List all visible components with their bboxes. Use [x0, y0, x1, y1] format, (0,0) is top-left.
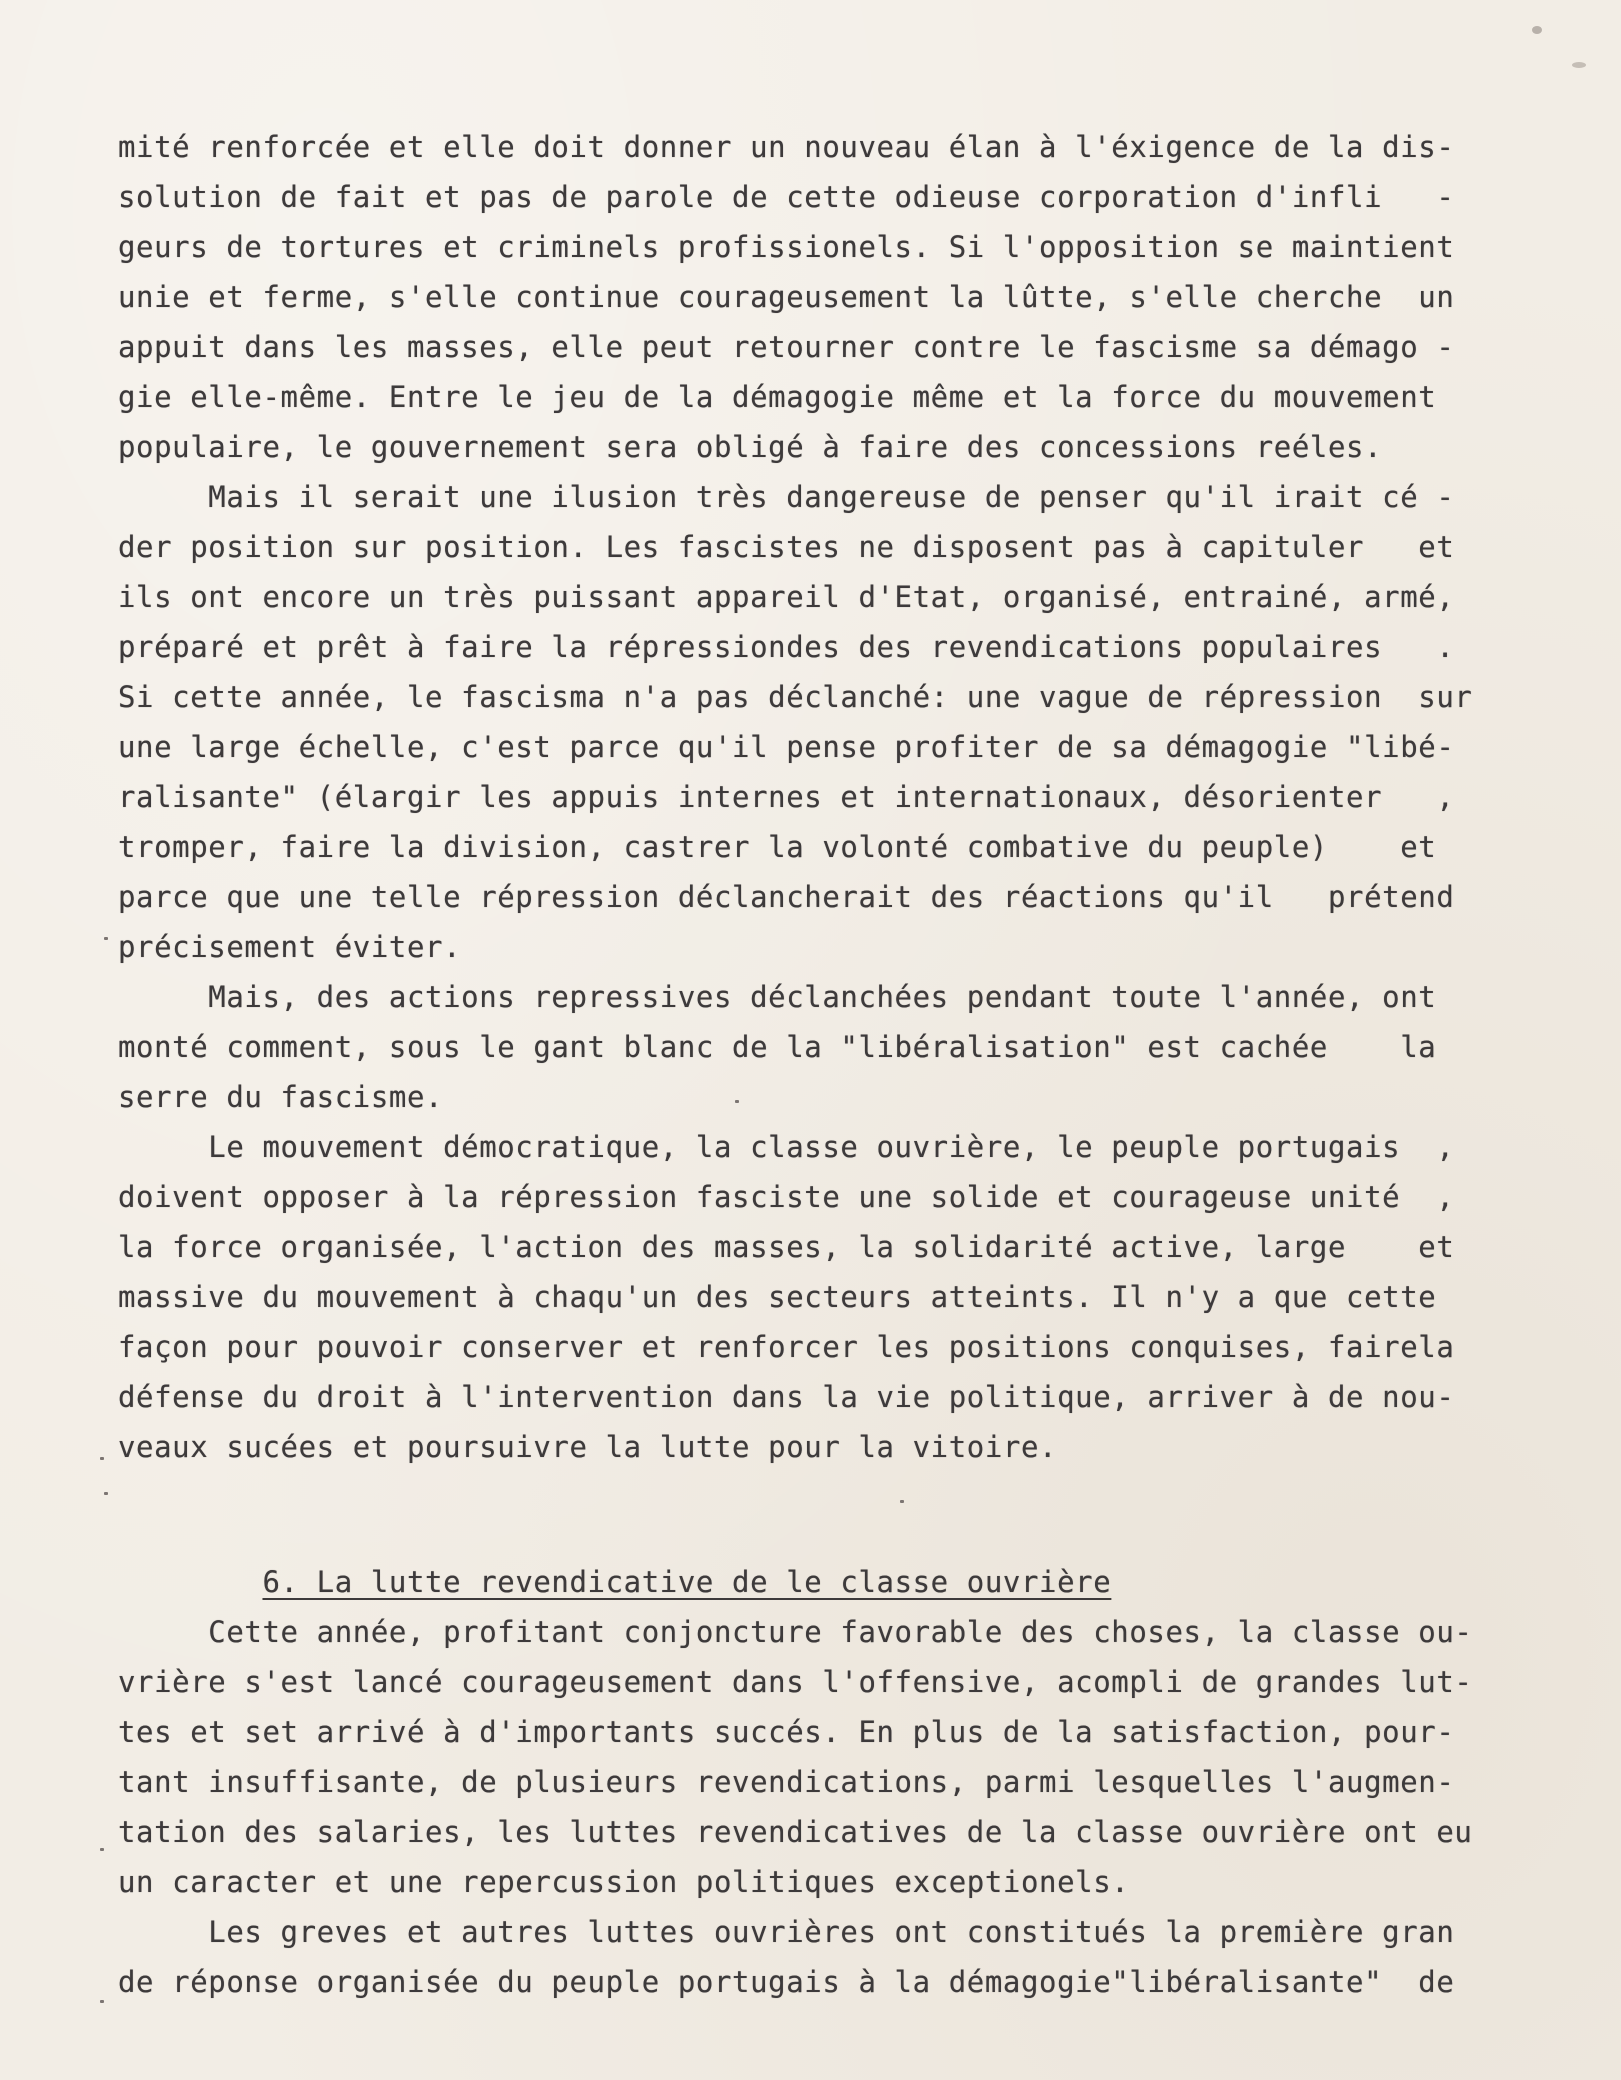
text-line: Le mouvement démocratique, la classe ouvrière, le peuple portugais ,: [118, 1130, 1455, 1164]
text-line: monté comment, sous le gant blanc de la "libéralisation" est cachée la: [118, 1030, 1437, 1064]
section-spacer: [118, 1472, 1508, 1532]
section-spacer: [118, 1532, 1508, 1557]
margin-mark: [104, 937, 108, 940]
text-line: façon pour pouvoir conserver et renforcer les positions conquises, fairela: [118, 1330, 1455, 1364]
text-line: tant insuffisante, de plusieurs revendications, parmi lesquelles l'augmen-: [118, 1765, 1455, 1799]
text-line: geurs de tortures et criminels profissionels. Si l'opposition se maintient: [118, 230, 1455, 264]
margin-mark: [735, 1100, 739, 1103]
text-line: unie et ferme, s'elle continue courageusement la lûtte, s'elle cherche un: [118, 280, 1455, 314]
text-line: vrière s'est lancé courageusement dans l'offensive, acompli de grandes lut-: [118, 1665, 1473, 1699]
typewritten-text: [118, 122, 1508, 2007]
text-line: tation des salaries, les luttes revendicatives de la classe ouvrière ont eu: [118, 1815, 1473, 1849]
text-line: massive du mouvement à chaqu'un des secteurs atteints. Il n'y a que cette: [118, 1280, 1437, 1314]
text-line: ralisante" (élargir les appuis internes et internationaux, désorienter ,: [118, 780, 1455, 814]
text-line: Si cette année, le fascisma n'a pas déclanché: une vague de répression sur: [118, 680, 1473, 714]
text-line: Mais, des actions repressives déclanchées pendant toute l'année, ont: [118, 980, 1437, 1014]
section-heading: [118, 1557, 1508, 1607]
text-line: parce que une telle répression déclancherait des réactions qu'il prétend: [118, 880, 1455, 914]
paper-speck: [1532, 26, 1542, 34]
text-line: veaux sucées et poursuivre la lutte pour la vitoire.: [118, 1430, 1058, 1464]
margin-mark: [900, 1500, 904, 1503]
section-heading-text: 6. La lutte revendicative de le classe ouvrière: [262, 1565, 1112, 1599]
text-line: tes et set arrivé à d'importants succés. En plus de la satisfaction, pour-: [118, 1715, 1455, 1749]
text-line: une large échelle, c'est parce qu'il pense profiter de sa démagogie "libé-: [118, 730, 1455, 764]
text-line: gie elle-même. Entre le jeu de la démagogie même et la force du mouvement: [118, 380, 1437, 414]
paper-speck: [1572, 62, 1586, 68]
margin-mark: [100, 1457, 104, 1460]
text-line: Les greves et autres luttes ouvrières ont constitués la première gran: [118, 1915, 1455, 1949]
text-line: la force organisée, l'action des masses, la solidarité active, large et: [118, 1230, 1455, 1264]
text-line: serre du fascisme.: [118, 1080, 444, 1114]
text-line: mité renforcée et elle doit donner un nouveau élan à l'éxigence de la dis-: [118, 130, 1455, 164]
margin-mark: [100, 2000, 104, 2003]
text-line: Cette année, profitant conjoncture favorable des choses, la classe ou-: [118, 1615, 1473, 1649]
text-line: Mais il serait une ilusion très dangereuse de penser qu'il irait cé -: [118, 480, 1455, 514]
text-line: doivent opposer à la répression fasciste une solide et courageuse unité ,: [118, 1180, 1455, 1214]
text-line: der position sur position. Les fascistes ne disposent pas à capituler et: [118, 530, 1455, 564]
text-line: précisement éviter.: [118, 930, 462, 964]
margin-mark: [100, 1848, 104, 1851]
text-line: populaire, le gouvernement sera obligé à faire des concessions reéles.: [118, 430, 1383, 464]
margin-mark: [104, 1492, 108, 1495]
text-line: un caracter et une repercussion politiques exceptionels.: [118, 1865, 1130, 1899]
text-line: de réponse organisée du peuple portugais à la démagogie"libéralisante" de: [118, 1965, 1455, 1999]
text-line: défense du droit à l'intervention dans la vie politique, arriver à de nou-: [118, 1380, 1455, 1414]
text-line: ils ont encore un très puissant appareil d'Etat, organisé, entrainé, armé,: [118, 580, 1455, 614]
text-line: préparé et prêt à faire la répressiondes des revendications populaires .: [118, 630, 1455, 664]
text-line: appuit dans les masses, elle peut retourner contre le fascisme sa démago -: [118, 330, 1455, 364]
text-line: tromper, faire la division, castrer la volonté combative du peuple) et: [118, 830, 1437, 864]
text-line: solution de fait et pas de parole de cette odieuse corporation d'infli -: [118, 180, 1455, 214]
